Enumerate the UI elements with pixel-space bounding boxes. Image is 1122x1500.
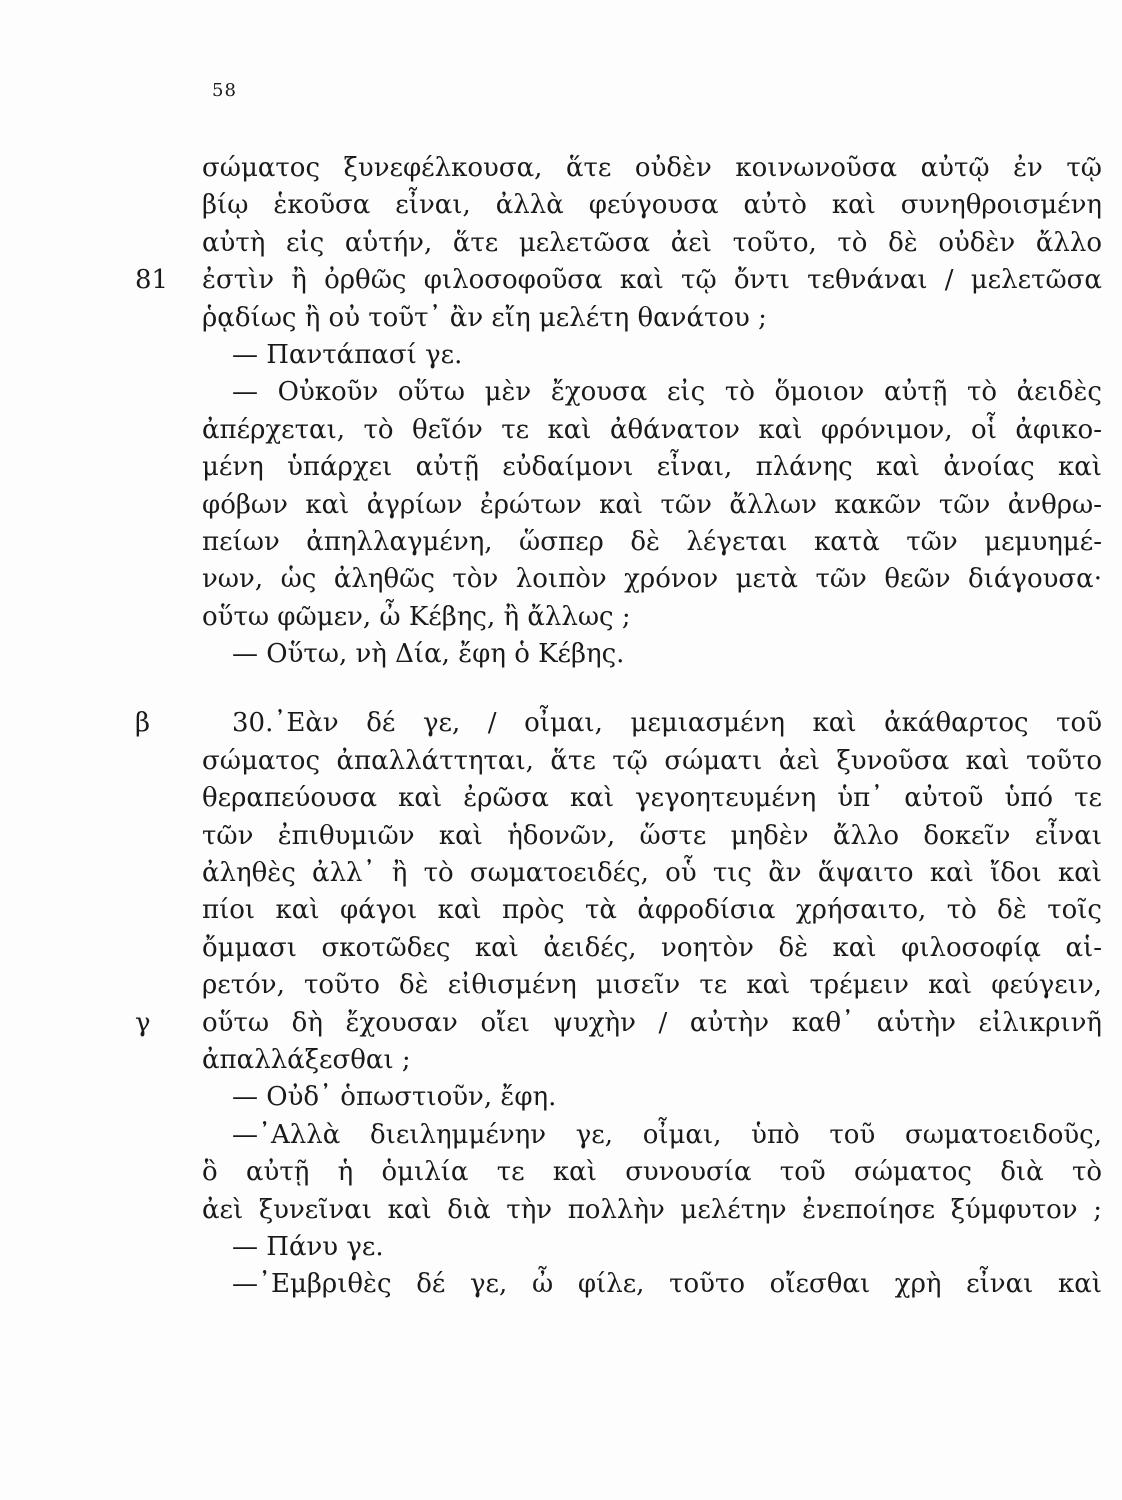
text-line	[0, 1117, 1122, 1154]
margin-reference: γ	[135, 1007, 151, 1038]
line-text: — Οὐδ᾽ ὁπωστιοῦν, ἔφη.	[232, 1082, 557, 1113]
text-line	[0, 1079, 1122, 1116]
line-text: ἀληθὲς ἀλλ᾽ ἢ τὸ σωματοειδές, οὗ τις ἂν ἅψαιτο καὶ ἴδοι καὶ	[202, 858, 1102, 889]
text-line	[0, 705, 1122, 742]
line-text: — Οὐκοῦν οὕτω μὲν ἔχουσα εἰς τὸ ὅμοιον αὐτῇ τὸ ἀειδὲς	[232, 377, 1102, 408]
text-line	[0, 487, 1122, 524]
text-line	[0, 449, 1122, 486]
text-line	[0, 1192, 1122, 1229]
line-text: οὕτω δὴ ἔχουσαν οἴει ψυχὴν / αὐτὴν καθ᾽ αὑτὴν εἰλικρινῆ	[202, 1007, 1102, 1038]
line-text: αὐτὴ εἰς αὑτήν, ἅτε μελετῶσα ἀεὶ τοῦτο, τὸ δὲ οὐδὲν ἄλλο	[202, 227, 1102, 258]
line-text: ἀεὶ ξυνεῖναι καὶ διὰ τὴν πολλὴν μελέτην ἐνεποίησε ξύμφυτον ;	[202, 1194, 1102, 1225]
text-line	[0, 1229, 1122, 1266]
text-line	[0, 561, 1122, 598]
text-line	[0, 967, 1122, 1004]
line-text: ἀπαλλάξεσθαι ;	[202, 1044, 411, 1075]
line-text: σώματος ἀπαλλάττηται, ἅτε τῷ σώματι ἀεὶ ξυνοῦσα καὶ τοῦτο	[202, 745, 1102, 776]
margin-reference: β	[135, 708, 151, 739]
line-text: πίοι καὶ φάγοι καὶ πρὸς τὰ ἀφροδίσια χρήσαιτο, τὸ δὲ τοῖς	[202, 895, 1102, 926]
text-line	[0, 636, 1122, 673]
text-line	[0, 524, 1122, 561]
line-text: — Οὕτω, νὴ Δία, ἔφη ὁ Κέβης.	[232, 639, 625, 670]
line-text: σώματος ξυνεφέλκουσα, ἅτε οὐδὲν κοινωνοῦσα αὐτῷ ἐν τῷ	[202, 153, 1102, 183]
line-text: τῶν ἐπιθυμιῶν καὶ ἡδονῶν, ὥστε μηδὲν ἄλλο δοκεῖν εἶναι	[202, 820, 1102, 851]
text-line	[0, 780, 1122, 817]
text-line	[0, 599, 1122, 636]
line-text: ῥᾳδίως ἢ οὐ τοῦτ᾽ ἂν εἴη μελέτη θανάτου ;	[202, 302, 767, 333]
text-line	[0, 855, 1122, 892]
text-line	[0, 187, 1122, 224]
page-number: 58	[212, 80, 237, 101]
line-text: ἀπέρχεται, τὸ θεῖόν τε καὶ ἀθάνατον καὶ φρόνιμον, οἷ ἀφικο-	[202, 414, 1102, 445]
line-text: θεραπεύουσα καὶ ἐρῶσα καὶ γεγοητευμένη ὑπ᾽ αὐτοῦ ὑπό τε	[202, 783, 1102, 814]
text-line	[0, 1266, 1122, 1303]
text-line	[0, 412, 1122, 449]
line-text: ὄμμασι σκοτῶδες καὶ ἀειδές, νοητὸν δὲ καὶ φιλοσοφίᾳ αἱ-	[202, 932, 1102, 963]
margin-reference: 81	[135, 265, 169, 296]
text-line	[0, 930, 1122, 967]
text-line	[0, 1042, 1122, 1079]
text-line	[0, 1154, 1122, 1191]
line-text: ρετόν, τοῦτο δὲ εἰθισμένη μισεῖν τε καὶ τρέμειν καὶ φεύγειν,	[202, 970, 1102, 1001]
line-text: οὕτω φῶμεν, ὦ Κέβης, ἢ ἄλλως ;	[202, 601, 631, 632]
text-line	[0, 1005, 1122, 1042]
text-line	[0, 300, 1122, 337]
line-text: 30.᾿Εὰν δέ γε, / οἶμαι, μεμιασμένη καὶ ἀκάθαρτος τοῦ	[232, 708, 1102, 739]
line-text: — Πάνυ γε.	[232, 1231, 384, 1262]
line-text: φόβων καὶ ἀγρίων ἐρώτων καὶ τῶν ἄλλων κακῶν τῶν ἀνθρω-	[202, 489, 1102, 520]
line-text: πείων ἀπηλλαγμένη, ὥσπερ δὲ λέγεται κατὰ τῶν μεμυημέ-	[202, 526, 1102, 557]
text-line	[0, 337, 1122, 374]
text-line	[0, 374, 1122, 411]
line-text: ἐστὶν ἢ ὀρθῶς φιλοσοφοῦσα καὶ τῷ ὄντι τεθνάναι / μελετῶσα	[202, 265, 1102, 296]
line-text: μένη ὑπάρχει αὐτῇ εὐδαίμονι εἶναι, πλάνης καὶ ἀνοίας καὶ	[202, 452, 1102, 483]
line-text: νων, ὡς ἀληθῶς τὸν λοιπὸν χρόνον μετὰ τῶν θεῶν διάγουσα·	[202, 564, 1102, 595]
line-text: βίῳ ἑκοῦσα εἶναι, ἀλλὰ φεύγουσα αὐτὸ καὶ συνηθροισμένη	[202, 190, 1102, 221]
line-text: ὃ αὐτῇ ἡ ὁμιλία τε καὶ συνουσία τοῦ σώματος διὰ τὸ	[202, 1157, 1102, 1188]
text-line	[0, 262, 1122, 299]
line-text: —᾿Εμβριθὲς δέ γε, ὦ φίλε, τοῦτο οἴεσθαι χρὴ εἶναι καὶ	[232, 1269, 1102, 1300]
text-line	[0, 225, 1122, 262]
text-line	[0, 818, 1122, 855]
text-line	[0, 743, 1122, 780]
text-line	[0, 892, 1122, 929]
greek-text-body	[0, 150, 1122, 1304]
line-text: — Παντάπασί γε.	[232, 339, 463, 370]
line-text: —᾿Αλλὰ διειλημμένην γε, οἶμαι, ὑπὸ τοῦ σωματοειδοῦς,	[232, 1119, 1102, 1150]
text-line	[0, 150, 1122, 187]
